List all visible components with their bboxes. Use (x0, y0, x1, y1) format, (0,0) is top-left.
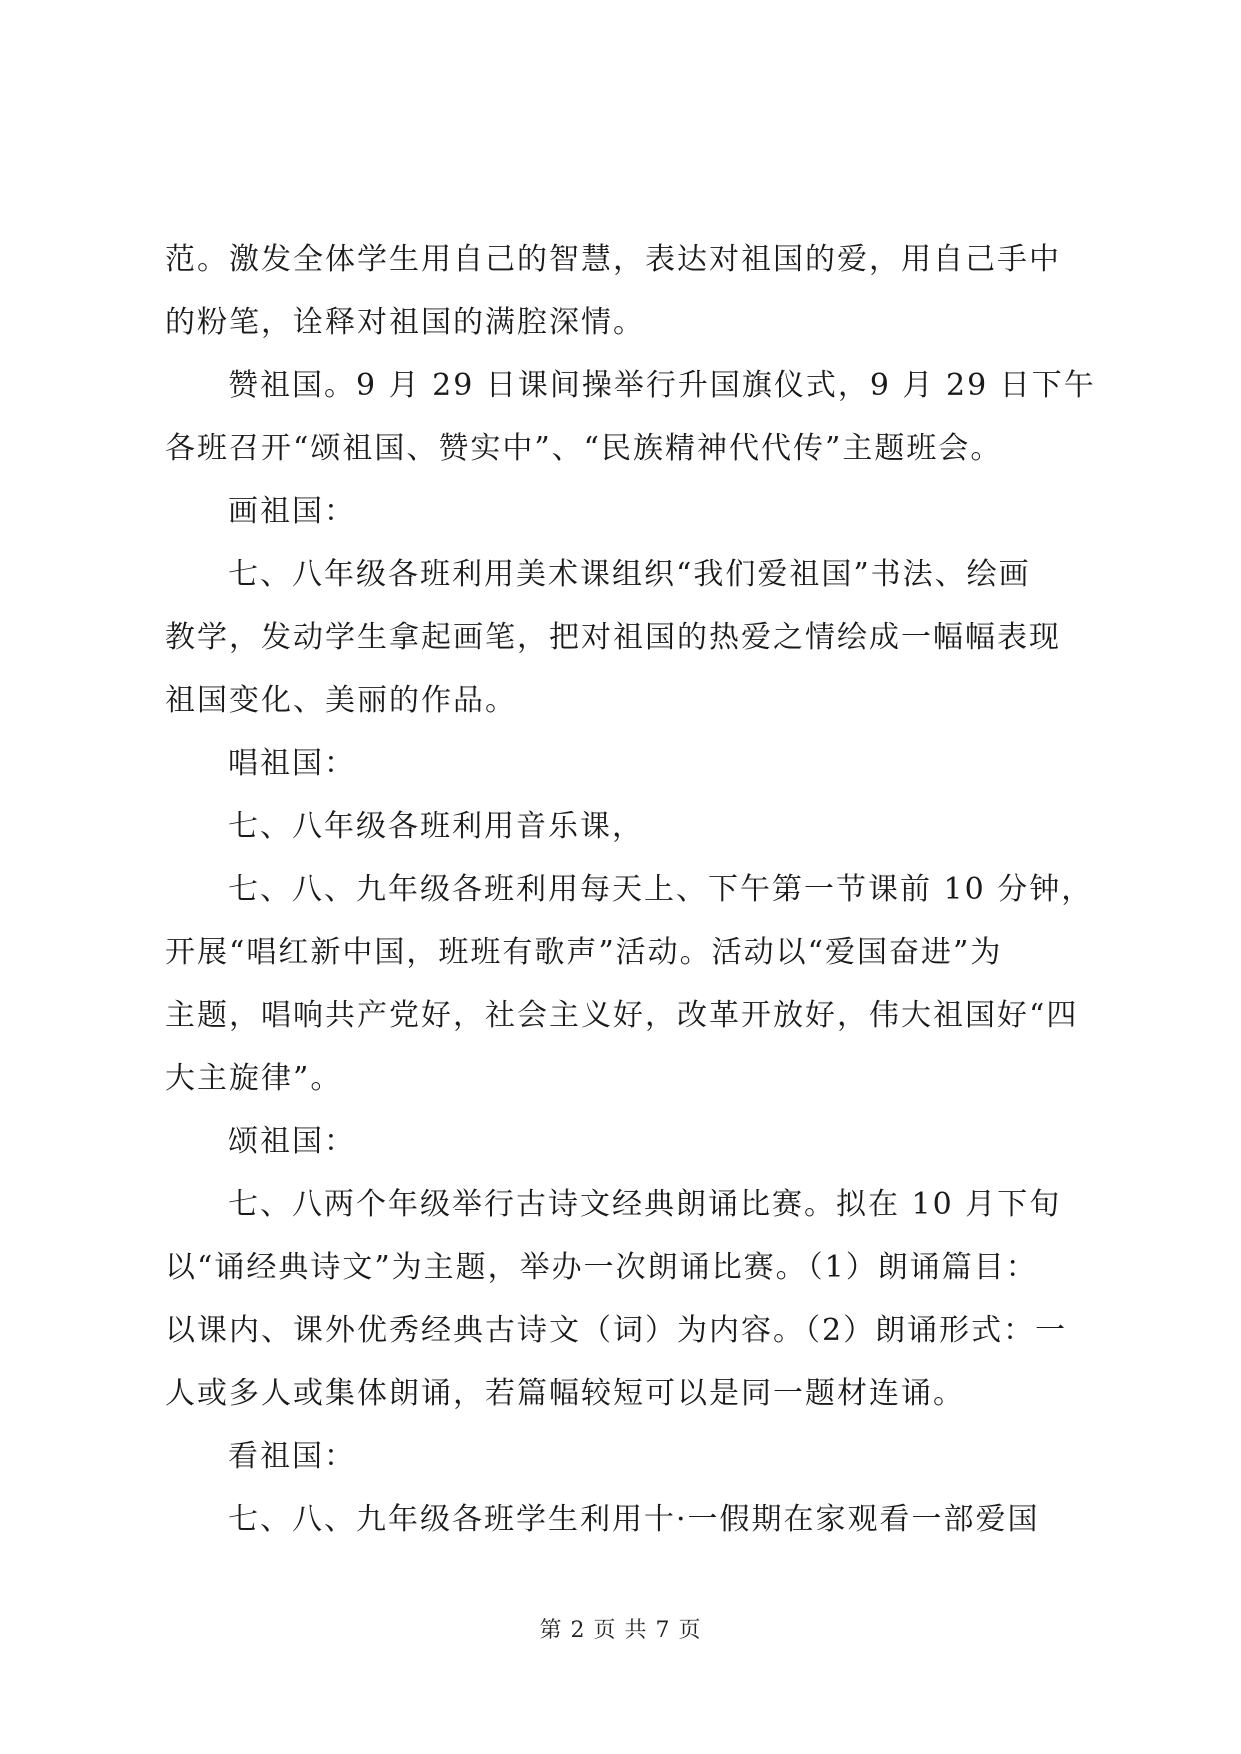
text-line: 开展“唱红新中国，班班有歌声”活动。活动以“爱国奋进”为 (165, 935, 1003, 970)
text-line: 赞祖国。9 月 29 日课间操举行升国旗仪式，9 月 29 日下午 (228, 368, 1096, 403)
text-line: 七、八、九年级各班利用每天上、下午第一节课前 10 分钟， (228, 872, 1094, 907)
text-line: 大主旋律”。 (165, 1061, 343, 1096)
text-line: 的粉笔，诠释对祖国的满腔深情。 (165, 305, 645, 340)
section-heading: 唱祖国： (228, 746, 356, 781)
text-line: 各班召开“颂祖国、赞实中”、“民族精神代代传”主题班会。 (165, 431, 1003, 466)
text-line: 范。激发全体学生用自己的智慧，表达对祖国的爱，用自己手中 (165, 242, 1061, 277)
text-line: 以“诵经典诗文”为主题，举办一次朗诵比赛。（1）朗诵篇目： (165, 1250, 1038, 1285)
text-line: 七、八、九年级各班学生利用十·一假期在家观看一部爱国 (228, 1502, 1040, 1537)
section-heading: 看祖国： (228, 1439, 356, 1474)
text-line: 主题，唱响共产党好，社会主义好，改革开放好，伟大祖国好“四 (165, 998, 1079, 1033)
text-line: 祖国变化、美丽的作品。 (165, 683, 517, 718)
text-line: 七、八两个年级举行古诗文经典朗诵比赛。拟在 10 月下旬 (228, 1187, 1062, 1222)
document-body (165, 228, 1096, 1551)
text-line: 七、八年级各班利用美术课组织“我们爱祖国”书法、绘画 (228, 557, 1031, 592)
section-heading: 颂祖国： (228, 1124, 356, 1159)
text-line: 以课内、课外优秀经典古诗文（词）为内容。（2）朗诵形式：一 (165, 1313, 1068, 1348)
text-line: 七、八年级各班利用音乐课， (228, 809, 644, 844)
text-line: 人或多人或集体朗诵，若篇幅较短可以是同一题材连诵。 (165, 1376, 965, 1411)
text-line: 教学，发动学生拿起画笔，把对祖国的热爱之情绘成一幅幅表现 (165, 620, 1061, 655)
section-heading: 画祖国： (228, 494, 356, 529)
page-footer: 第 2 页 共 7 页 (539, 1618, 702, 1643)
